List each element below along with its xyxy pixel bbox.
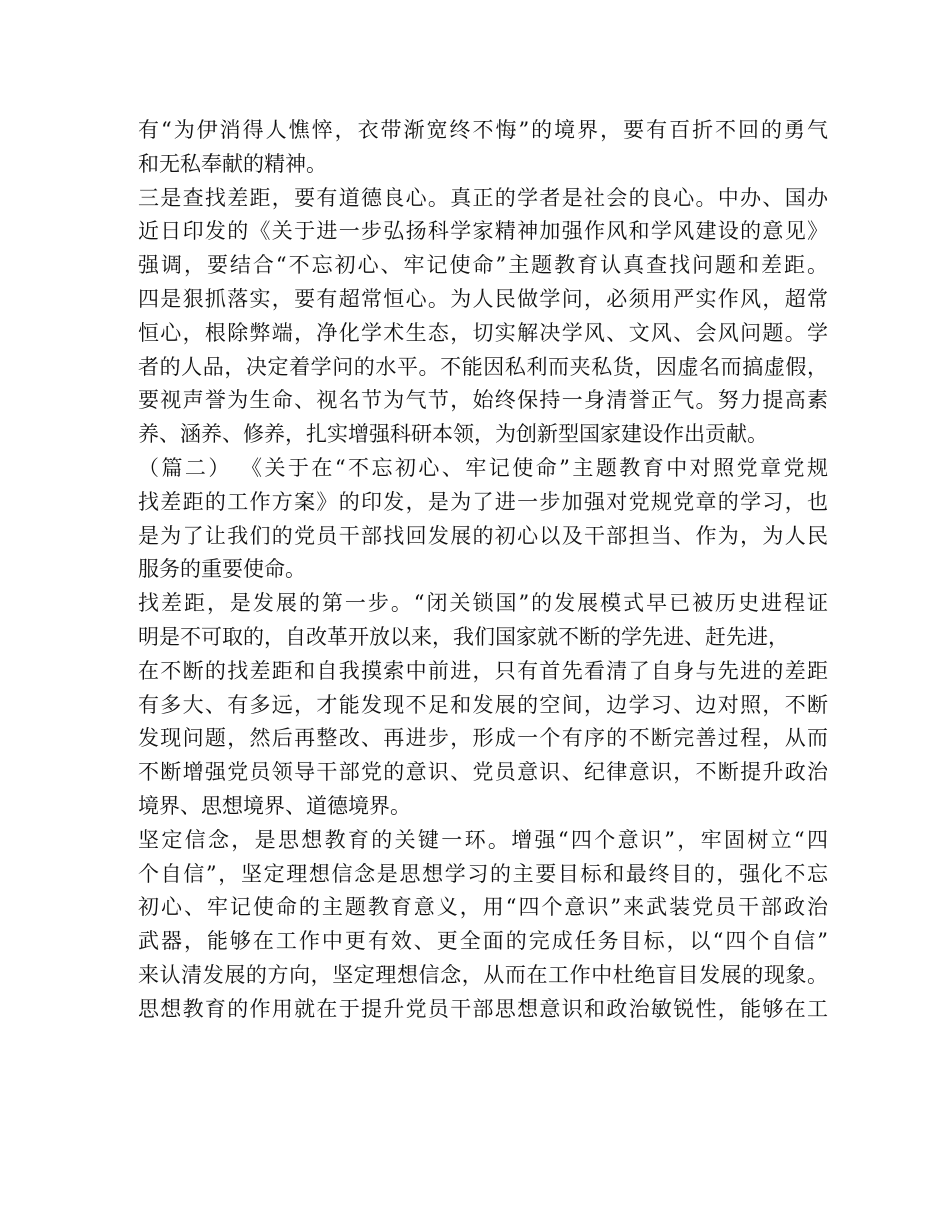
text-line: 境界、思想境界、道德境界。 <box>138 793 411 818</box>
text-line: （篇二） 《关于在“不忘初心、牢记使命”主题教育中对照党章党规 <box>138 455 828 480</box>
document-body <box>138 114 828 1027</box>
text-line: 坚定信念，是思想教育的关键一环。增强“四个意识”，牢固树立“四 <box>138 827 828 852</box>
text-line: 是为了让我们的党员干部找回发展的初心以及干部担当、作为，为人民 <box>138 523 828 548</box>
text-line: 有多大、有多远，才能发现不足和发展的空间，边学习、边对照，不断 <box>138 692 828 717</box>
text-line: 四是狠抓落实，要有超常恒心。为人民做学问，必须用严实作风，超常 <box>138 286 828 311</box>
text-line: 近日印发的《关于进一步弘扬科学家精神加强作风和学风建设的意见》 <box>138 219 828 244</box>
text-line: 找差距的工作方案》的印发，是为了进一步加强对党规党章的学习，也 <box>138 489 828 514</box>
text-line: 发现问题，然后再整改、再进步，形成一个有序的不断完善过程，从而 <box>138 726 828 751</box>
text-line: 强调，要结合“不忘初心、牢记使命”主题教育认真查找问题和差距。 <box>138 253 828 278</box>
text-line: 不断增强党员领导干部党的意识、党员意识、纪律意识，不断提升政治 <box>138 760 828 785</box>
text-line: 在不断的找差距和自我摸索中前进，只有首先看清了自身与先进的差距 <box>138 658 828 683</box>
text-line: 找差距，是发展的第一步。“闭关锁国”的发展模式早已被历史进程证 <box>138 591 828 616</box>
text-line: 恒心，根除弊端，净化学术生态，切实解决学风、文风、会风问题。学 <box>138 320 828 345</box>
text-line: 服务的重要使命。 <box>138 557 306 582</box>
text-line: 三是查找差距，要有道德良心。真正的学者是社会的良心。中办、国办 <box>138 185 828 210</box>
text-line: 武器，能够在工作中更有效、更全面的完成任务目标，以“四个自信” <box>138 929 828 954</box>
text-line: 思想教育的作用就在于提升党员干部思想意识和政治敏锐性，能够在工 <box>138 996 828 1021</box>
text-line: 和无私奉献的精神。 <box>138 151 327 176</box>
text-line: 养、涵养、修养，扎实增强科研本领，为创新型国家建设作出贡献。 <box>138 422 768 447</box>
text-line: 明是不可取的，自改革开放以来，我们国家就不断的学先进、赶先进， <box>138 624 789 649</box>
text-line: 初心、牢记使命的主题教育意义，用“四个意识”来武装党员干部政治 <box>138 895 828 920</box>
text-line: 来认清发展的方向，坚定理想信念，从而在工作中杜绝盲目发展的现象。 <box>138 962 828 987</box>
text-line: 要视声誉为生命、视名节为气节，始终保持一身清誉正气。努力提高素 <box>138 388 828 413</box>
text-line: 个自信”，坚定理想信念是思想学习的主要目标和最终目的，强化不忘 <box>138 861 828 886</box>
text-line: 有“为伊消得人憔悴，衣带渐宽终不悔”的境界，要有百折不回的勇气 <box>138 118 828 142</box>
text-line: 者的人品，决定着学问的水平。不能因私利而夹私货，因虚名而搞虚假， <box>138 354 828 379</box>
